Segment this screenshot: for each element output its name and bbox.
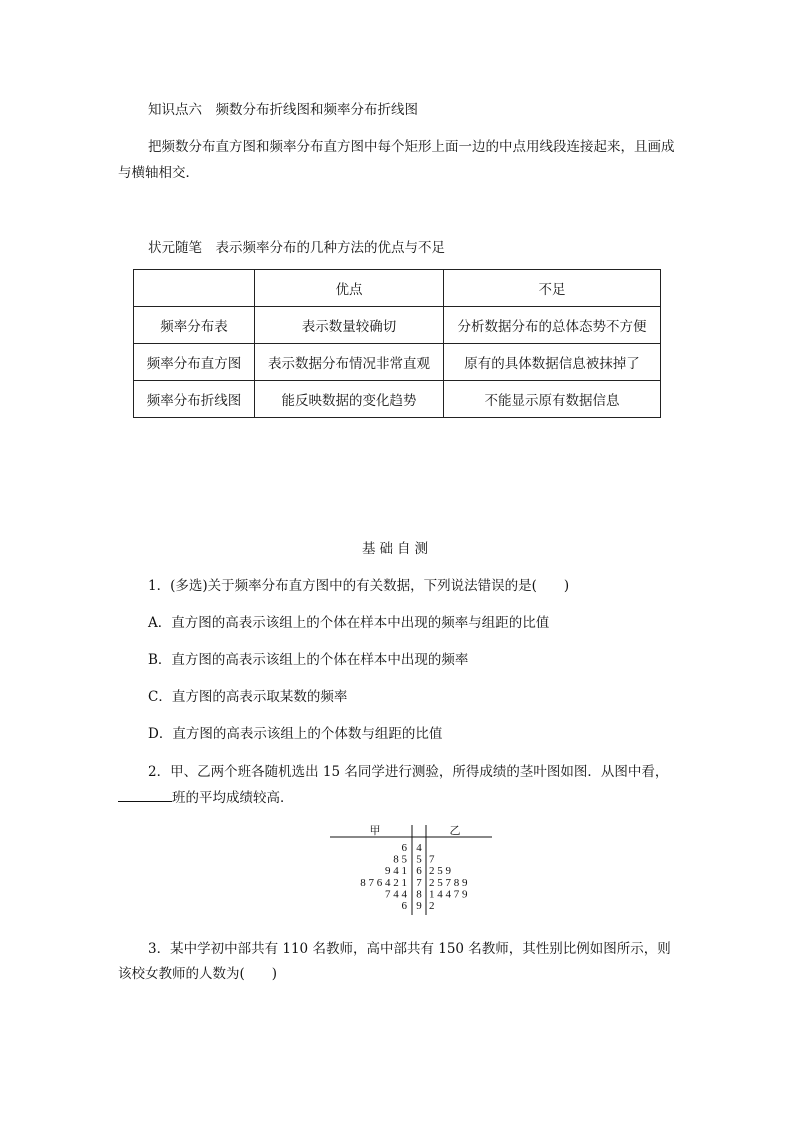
stem-leaf-right-leaves: 2 (429, 900, 435, 912)
section-paragraph: 把频数分布直方图和频率分布直方图中每个矩形上面一边的中点用线段连接起来，且画成与横轴相交． (118, 139, 675, 181)
table-cell: 频率分布折线图 (134, 381, 255, 418)
question-1-option-c: C．直方图的高表示取某数的频率 (148, 689, 348, 705)
table-header-cell (134, 270, 255, 307)
stem-leaf-left-leaves: 6 (401, 900, 407, 912)
question-3-stem-line2: 该校女教师的人数为( ) (118, 966, 278, 982)
question-1-option-d: D．直方图的高表示该组上的个体数与组距的比值 (148, 726, 443, 742)
table-cell: 原有的具体数据信息被抹掉了 (444, 344, 661, 381)
stem-leaf-right-leaves: 2 5 7 8 9 (429, 876, 468, 889)
table-cell: 表示数据分布情况非常直观 (255, 344, 444, 381)
stem-leaf-stem: 9 (416, 900, 422, 912)
question-2-stem-line1: 2．甲、乙两个班各随机选出 15 名同学进行测验，所得成绩的茎叶图如图．从图中看， (148, 764, 669, 780)
table-cell: 能反映数据的变化趋势 (255, 381, 444, 418)
question-2-stem-line2 (118, 786, 294, 806)
stem-leaf-stem: 8 (416, 888, 422, 901)
table-row (134, 344, 661, 381)
table-header-cell: 不足 (444, 270, 661, 307)
stem-leaf-stem: 6 (416, 865, 422, 878)
table-cell: 频率分布表 (134, 307, 255, 344)
question-2-stem-text: 班的平均成绩较高． (172, 790, 294, 806)
stem-leaf-right-leaves: 7 (429, 853, 435, 866)
stem-leaf-right-label: 乙 (449, 825, 461, 837)
table-cell: 分析数据分布的总体态势不方便 (444, 307, 661, 344)
table-row (134, 307, 661, 344)
table-header-cell: 优点 (255, 270, 444, 307)
exercise-title: 基础自测 (362, 541, 432, 557)
table-cell: 不能显示原有数据信息 (444, 381, 661, 418)
question-1-option-a: A．直方图的高表示该组上的个体在样本中出现的频率与组距的比值 (148, 615, 550, 631)
stem-leaf-left-leaves: 6 (401, 842, 407, 854)
note-title: 状元随笔 表示频率分布的几种方法的优点与不足 (148, 240, 445, 256)
stem-leaf-left-leaves: 7 4 4 (385, 888, 407, 901)
stem-leaf-stem: 5 (416, 853, 422, 866)
section-title: 知识点六 频数分布折线图和频率分布折线图 (148, 102, 418, 118)
stem-leaf-left-leaves: 8 7 6 4 2 1 (360, 876, 407, 889)
stem-leaf-right-leaves: 1 4 4 7 9 (429, 888, 468, 901)
question-1-stem: 1．(多选)关于频率分布直方图中的有关数据，下列说法错误的是( ) (148, 578, 570, 594)
table-cell: 频率分布直方图 (134, 344, 255, 381)
comparison-table (133, 269, 661, 418)
table-header-row (134, 270, 661, 307)
table-cell: 表示数量较确切 (255, 307, 444, 344)
question-1-option-b: B．直方图的高表示该组上的个体在样本中出现的频率 (148, 652, 469, 668)
stem-leaf-stem: 7 (416, 876, 422, 889)
answer-blank[interactable] (118, 787, 172, 802)
table-row (134, 381, 661, 418)
stem-leaf-left-leaves: 8 5 (393, 853, 407, 866)
stem-leaf-left-label: 甲 (369, 825, 381, 837)
stem-leaf-left-leaves: 9 4 1 (385, 865, 407, 878)
stem-leaf-stem: 4 (416, 842, 422, 854)
question-3-stem-line1: 3．某中学初中部共有 110 名教师，高中部共有 150 名教师，其性别比例如图所示，则 (148, 941, 671, 957)
stem-leaf-right-leaves: 2 5 9 (429, 865, 451, 878)
